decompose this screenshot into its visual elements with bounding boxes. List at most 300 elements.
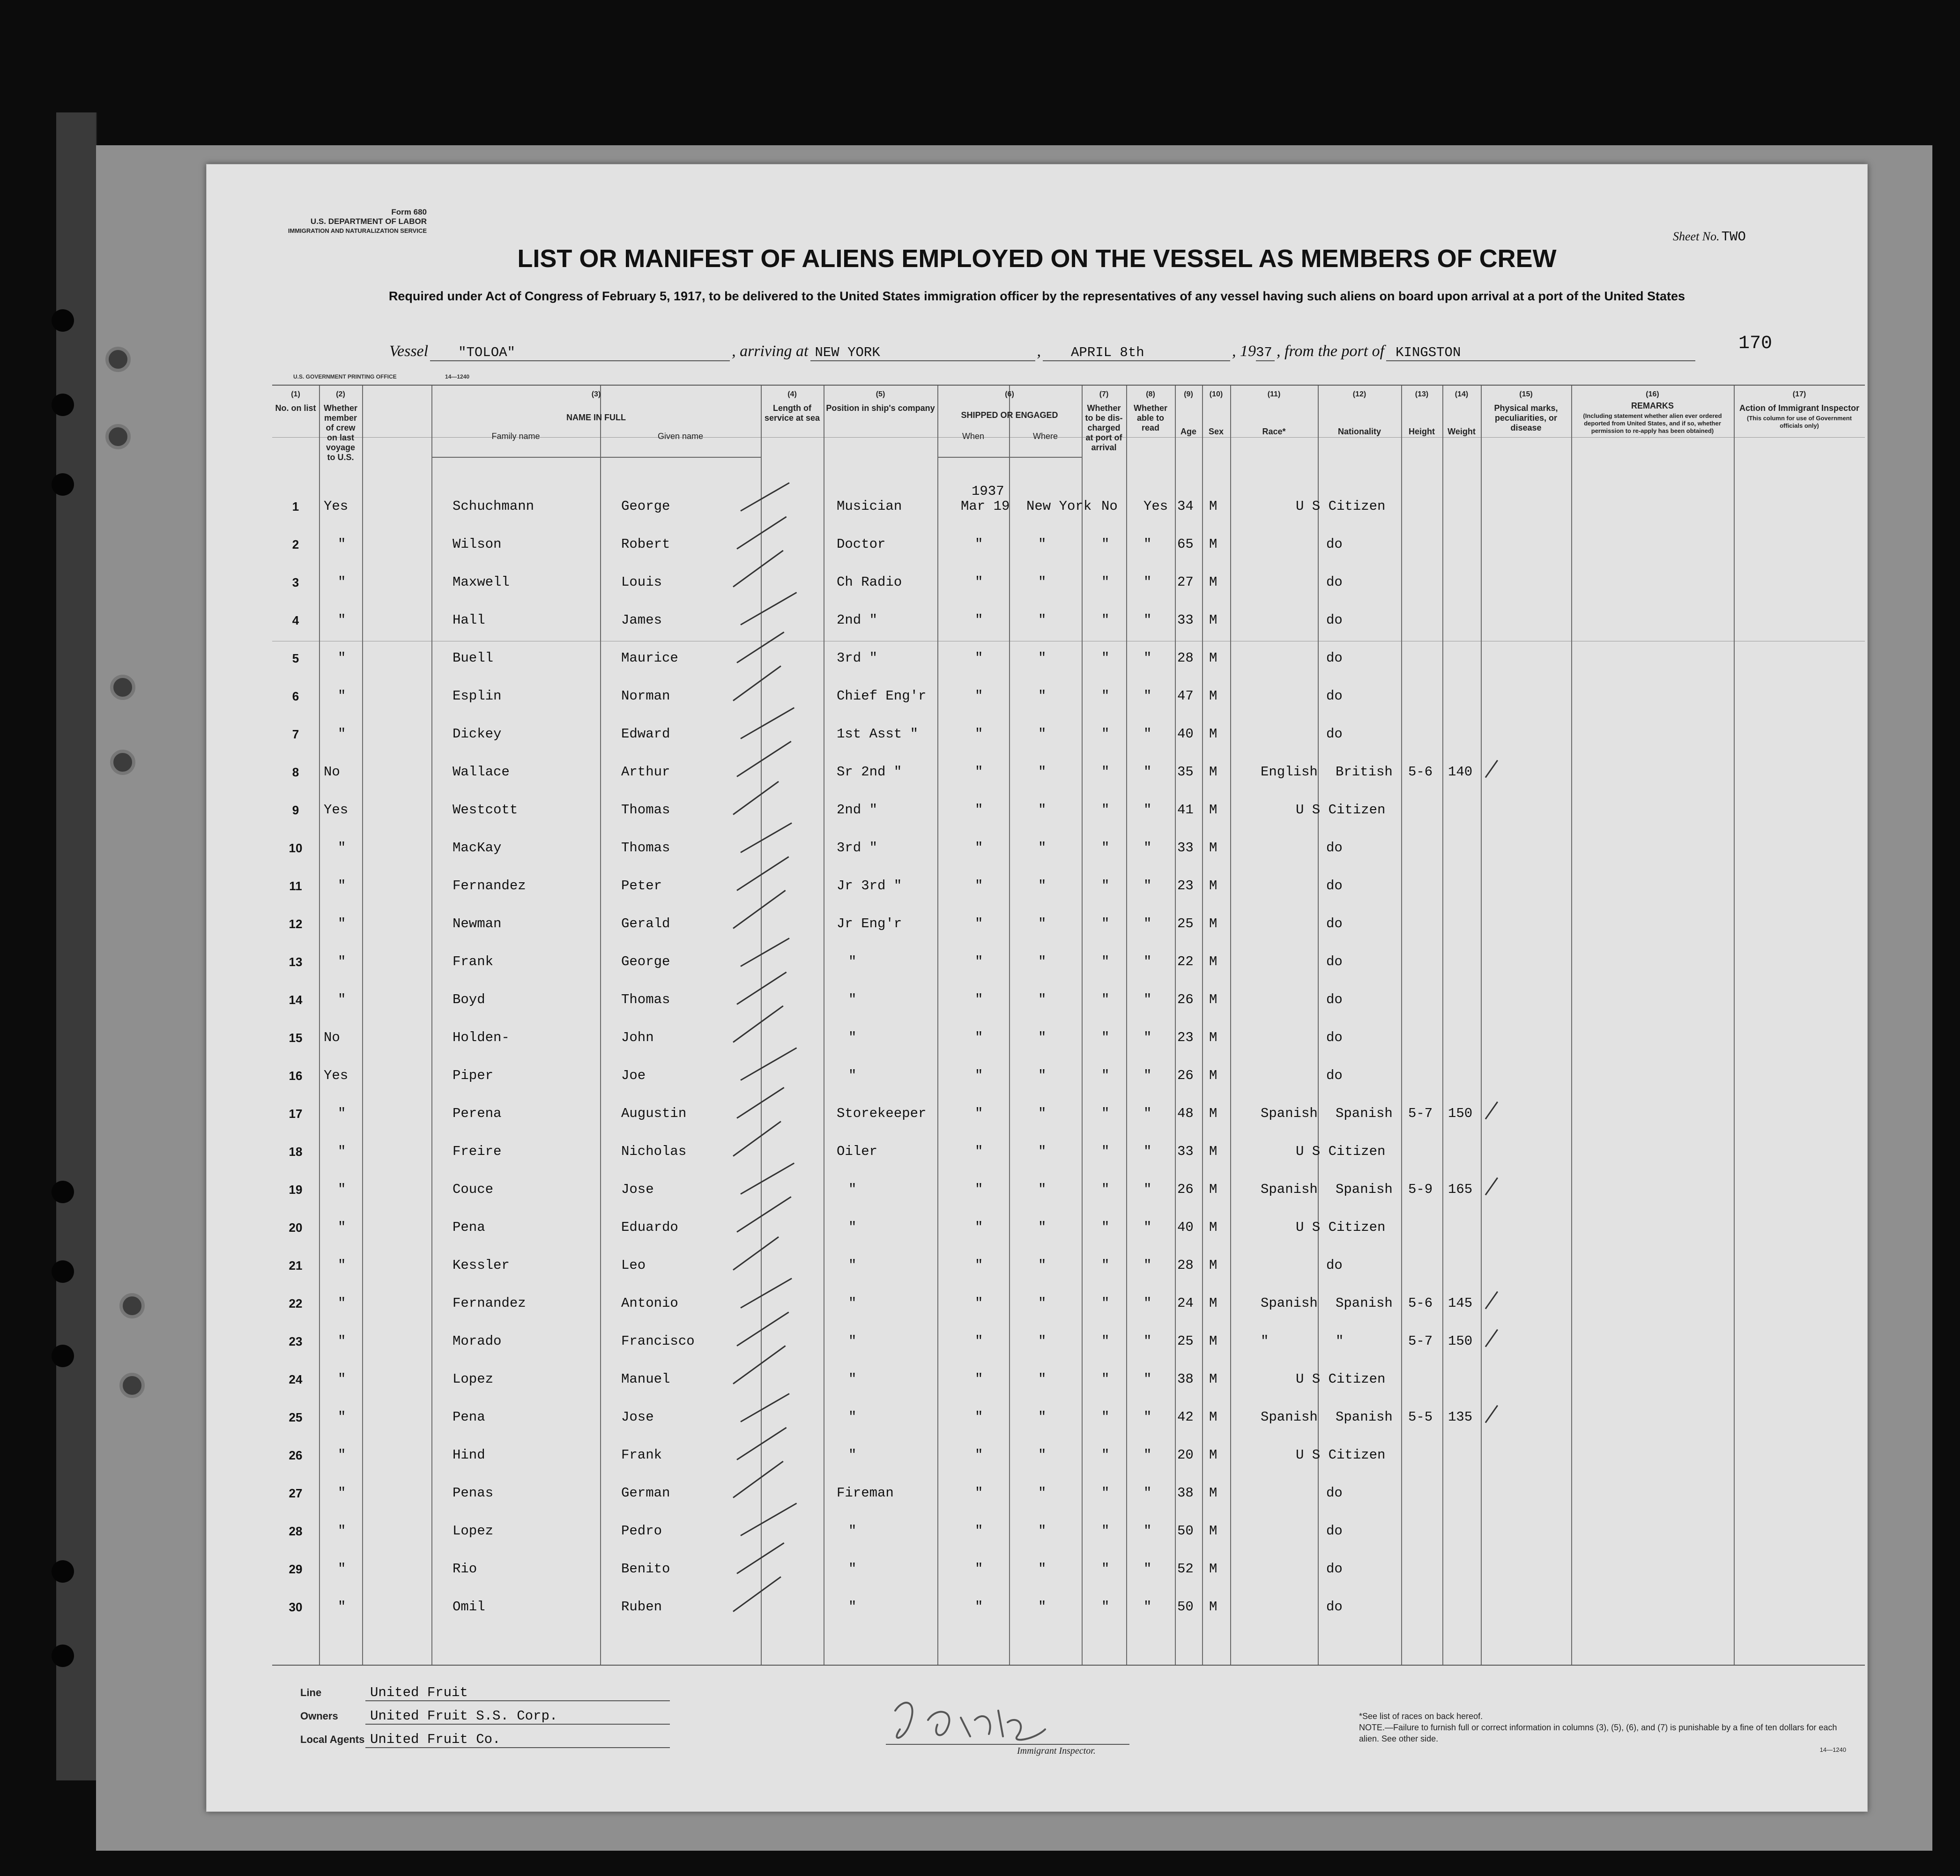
position: Oiler (837, 1144, 878, 1159)
nationality: do (1326, 1068, 1343, 1083)
able-to-read: " (1143, 688, 1152, 704)
sheet-label: Sheet No. (1673, 230, 1720, 243)
nationality: do (1326, 1561, 1343, 1577)
shipped-when: " (975, 764, 983, 780)
position: Chief Eng'r (837, 688, 927, 704)
shipped-where: " (1038, 1561, 1047, 1577)
row-number: 13 (289, 955, 303, 969)
printing-office-line (293, 373, 469, 380)
age: 42 (1177, 1409, 1194, 1425)
nationality: Spanish (1336, 1295, 1393, 1311)
shipped-when: " (975, 1295, 983, 1311)
shipped-where: New York (1026, 499, 1092, 514)
column-number-c10: (10) (1209, 390, 1223, 398)
shipped-when: " (975, 1447, 983, 1463)
column-number-c5: (5) (876, 390, 885, 398)
height: 5-6 (1408, 764, 1433, 780)
sex: M (1209, 1220, 1218, 1235)
table-row (207, 1370, 1867, 1389)
given-name: Antonio (621, 1295, 678, 1311)
able-to-read: " (1143, 1409, 1152, 1425)
arriving-label: , arriving at (732, 342, 809, 360)
row-number: 11 (289, 879, 302, 893)
discharge: " (1101, 916, 1110, 931)
prev-voyage: " (338, 1258, 346, 1273)
discharge: " (1101, 1485, 1110, 1501)
discharge: " (1101, 802, 1110, 818)
discharge: " (1101, 954, 1110, 969)
shipped-when: " (975, 612, 983, 628)
sex: M (1209, 992, 1218, 1007)
row-number: 5 (292, 651, 299, 665)
given-name: Francisco (621, 1333, 695, 1349)
discharge: " (1101, 1523, 1110, 1539)
given-name: Ruben (621, 1599, 662, 1615)
where-header: Where (1032, 432, 1058, 441)
shipped-when: " (975, 688, 983, 704)
prev-voyage: " (338, 1220, 346, 1235)
agents-label: Local Agents (300, 1734, 365, 1745)
height: 5-6 (1408, 1295, 1433, 1311)
nationality: do (1326, 574, 1343, 590)
column-number-c15: (15) (1519, 390, 1533, 398)
row-number: 29 (289, 1562, 303, 1576)
sex: M (1209, 612, 1218, 628)
discharge: " (1101, 992, 1110, 1007)
prev-voyage: " (338, 1523, 346, 1539)
able-to-read: " (1143, 1295, 1152, 1311)
row-number: 23 (289, 1334, 303, 1348)
prev-voyage: " (338, 1447, 346, 1463)
discharge: " (1101, 764, 1110, 780)
column-number-c4: (4) (787, 390, 797, 398)
shipped-where: " (1038, 612, 1047, 628)
shipped-when: " (975, 726, 983, 742)
age: 33 (1177, 840, 1194, 856)
table-row (207, 1408, 1867, 1427)
sex: M (1209, 1258, 1218, 1273)
binder-hole (52, 1181, 74, 1203)
row-number: 7 (292, 727, 299, 741)
age: 24 (1177, 1295, 1194, 1311)
column-number-c6: (6) (1005, 390, 1014, 398)
shipped-when: " (975, 1485, 983, 1501)
weight: 140 (1448, 764, 1473, 780)
row-number: 9 (292, 803, 299, 817)
column-label-c17: Action of Immigrant Inspector (1739, 403, 1860, 413)
column-number-c13: (13) (1415, 390, 1429, 398)
printing-office: U.S. GOVERNMENT PRINTING OFFICE (293, 373, 397, 380)
able-to-read: " (1143, 612, 1152, 628)
column-number-c9: (9) (1184, 390, 1193, 398)
printing-code: 14—1240 (445, 373, 470, 380)
shipped-where: " (1038, 1371, 1047, 1387)
sex: M (1209, 1523, 1218, 1539)
family-name: Dickey (453, 726, 502, 742)
shipped-header: SHIPPED OR ENGAGED (961, 410, 1058, 420)
prev-voyage: " (338, 536, 346, 552)
family-name: Morado (453, 1333, 502, 1349)
given-name: Leo (621, 1258, 646, 1273)
shipped-where: " (1038, 764, 1047, 780)
able-to-read: " (1143, 1220, 1152, 1235)
shipped-where: " (1038, 688, 1047, 704)
column-label-c12: Nationality (1337, 427, 1381, 436)
age: 26 (1177, 992, 1194, 1007)
arrival-date: APRIL 8th (1043, 345, 1230, 361)
position: Storekeeper (837, 1106, 927, 1121)
shipped-when: " (975, 802, 983, 818)
table-row (207, 763, 1867, 782)
table-row (207, 1332, 1867, 1351)
family-name: Buell (453, 650, 494, 666)
given-name: Thomas (621, 992, 670, 1007)
shipped-where: " (1038, 1333, 1047, 1349)
shipped-when: Mar 19 (961, 499, 1010, 514)
sex: M (1209, 650, 1218, 666)
table-row (207, 1028, 1867, 1047)
table-row (207, 1598, 1867, 1616)
race: Spanish (1261, 1182, 1318, 1197)
position: " (848, 992, 857, 1007)
able-to-read: " (1143, 802, 1152, 818)
position: Doctor (837, 536, 886, 552)
vessel-name: "TOLOA" (430, 345, 730, 361)
nationality: do (1326, 726, 1343, 742)
column-sublabel-c16: (Including statement whether alien ever ordered deported from United States, and if so, whether permission to re-apply has been obtained) (1583, 412, 1722, 434)
weight: 145 (1448, 1295, 1473, 1311)
nationality: " (1336, 1333, 1344, 1349)
prev-voyage: " (338, 1144, 346, 1159)
able-to-read: " (1143, 840, 1152, 856)
remarks-tick (1485, 1329, 1498, 1347)
given-name: Augustin (621, 1106, 687, 1121)
given-name: Jose (621, 1182, 654, 1197)
sheet-number: TWO (1721, 229, 1746, 245)
footer-line-field (300, 1685, 670, 1701)
prev-voyage: " (338, 954, 346, 969)
position: " (848, 1599, 857, 1615)
discharge: " (1101, 1106, 1110, 1121)
agents-value: United Fruit Co. (365, 1732, 670, 1748)
remarks-tick (1485, 1405, 1498, 1423)
family-name: Wilson (453, 536, 502, 552)
discharge: " (1101, 1295, 1110, 1311)
footer-agents-field (300, 1732, 670, 1748)
penalty-note: NOTE.—Failure to furnish full or correct information in columns (3), (5), (6), and (7) is punishable by a fine of ten dollars for each alien. See other side. (1359, 1723, 1837, 1743)
age: 26 (1177, 1068, 1194, 1083)
binder-ring (110, 750, 135, 775)
given-name: Jose (621, 1409, 654, 1425)
shipped-where: " (1038, 1599, 1047, 1615)
owners-value: United Fruit S.S. Corp. (365, 1708, 670, 1725)
column-label-c10: Sex (1208, 427, 1224, 436)
discharge: " (1101, 1561, 1110, 1577)
nationality: do (1326, 536, 1343, 552)
family-name: Kessler (453, 1258, 510, 1273)
discharge: " (1101, 1144, 1110, 1159)
table-row (207, 1560, 1867, 1578)
binder-hole (52, 394, 74, 416)
sex: M (1209, 1182, 1218, 1197)
sex: M (1209, 1371, 1218, 1387)
able-to-read: " (1143, 1068, 1152, 1083)
binder-hole (52, 1260, 74, 1283)
given-name: Maurice (621, 650, 678, 666)
binder-hole (52, 1645, 74, 1667)
table-row (207, 1066, 1867, 1085)
discharge: " (1101, 650, 1110, 666)
shipped-where: " (1038, 726, 1047, 742)
name-divider (431, 457, 761, 458)
column-number-c12: (12) (1352, 390, 1366, 398)
position: Sr 2nd " (837, 764, 902, 780)
table-row (207, 484, 1867, 516)
prev-voyage: " (338, 1409, 346, 1425)
nationality: do (1326, 1258, 1343, 1273)
prev-voyage: " (338, 612, 346, 628)
family-name: Newman (453, 916, 502, 931)
prev-voyage: " (338, 1371, 346, 1387)
age: 28 (1177, 1258, 1194, 1273)
family-name: Westcott (453, 802, 518, 818)
manifest-subtitle: Required under Act of Congress of February 5, 1917, to be delivered to the United States immigration officer by the representatives of any vessel having such aliens on board upon arrival at a port of the United States (388, 289, 1685, 303)
arrival-year: 37 (1256, 345, 1275, 361)
position: " (848, 1523, 857, 1539)
family-name: Esplin (453, 688, 502, 704)
age: 33 (1177, 612, 1194, 628)
race: Spanish (1261, 1295, 1318, 1311)
prev-voyage: " (338, 840, 346, 856)
row-number: 20 (289, 1221, 303, 1235)
weight: 165 (1448, 1182, 1473, 1197)
family-name-header: Family name (491, 432, 540, 441)
race: Spanish (1261, 1106, 1318, 1121)
sex: M (1209, 916, 1218, 931)
binder-hole (52, 1345, 74, 1367)
given-name: Eduardo (621, 1220, 678, 1235)
nationality: U S Citizen (1296, 1144, 1386, 1159)
table-row (207, 1256, 1867, 1275)
family-name: Rio (453, 1561, 477, 1577)
family-name: MacKay (453, 840, 502, 856)
discharge: " (1101, 1599, 1110, 1615)
footer-print-code: 14—1240 (1819, 1746, 1846, 1753)
nationality: U S Citizen (1296, 1371, 1386, 1387)
shipped-when: " (975, 1030, 983, 1045)
discharge: " (1101, 1447, 1110, 1463)
age: 33 (1177, 1144, 1194, 1159)
able-to-read: " (1143, 1182, 1152, 1197)
given-name: Pedro (621, 1523, 662, 1539)
column-label-c14: Weight (1448, 427, 1476, 436)
sex: M (1209, 688, 1218, 704)
table-row (207, 801, 1867, 819)
shipped-where: " (1038, 1106, 1047, 1121)
able-to-read: " (1143, 878, 1152, 893)
discharge: " (1101, 1068, 1110, 1083)
given-name: German (621, 1485, 670, 1501)
prev-voyage: Yes (324, 1068, 349, 1083)
prev-voyage: " (338, 992, 346, 1007)
family-name: Penas (453, 1485, 494, 1501)
prev-voyage: " (338, 878, 346, 893)
table-row (207, 611, 1867, 630)
arrival-port: NEW YORK (810, 345, 1035, 361)
able-to-read: " (1143, 1485, 1152, 1501)
position: 2nd " (837, 612, 878, 628)
column-number-c11: (11) (1267, 390, 1281, 398)
nationality: do (1326, 1030, 1343, 1045)
nationality: do (1326, 612, 1343, 628)
able-to-read: " (1143, 1523, 1152, 1539)
shipped-when: " (975, 1220, 983, 1235)
shipped-when: " (975, 1258, 983, 1273)
nationality: do (1326, 878, 1343, 893)
discharge: " (1101, 1371, 1110, 1387)
nationality: U S Citizen (1296, 499, 1386, 514)
family-name: Holden- (453, 1030, 510, 1045)
nationality: do (1326, 1485, 1343, 1501)
able-to-read: " (1143, 764, 1152, 780)
shipped-when: " (975, 1599, 983, 1615)
given-name: Frank (621, 1447, 662, 1463)
position: " (848, 1068, 857, 1083)
line-label: Line (300, 1687, 322, 1698)
age: 20 (1177, 1447, 1194, 1463)
manifest-sheet (206, 164, 1868, 1812)
column-number-c16: (16) (1646, 390, 1659, 398)
discharge: " (1101, 1258, 1110, 1273)
able-to-read: " (1143, 916, 1152, 931)
position: " (848, 954, 857, 969)
nationality: do (1326, 992, 1343, 1007)
shipped-where: " (1038, 1447, 1047, 1463)
table-row (207, 839, 1867, 857)
age: 40 (1177, 726, 1194, 742)
age: 35 (1177, 764, 1194, 780)
row-number: 1 (292, 499, 299, 514)
position: " (848, 1409, 857, 1425)
prev-voyage: " (338, 574, 346, 590)
family-name: Perena (453, 1106, 502, 1121)
column-label-c11: Race* (1262, 427, 1286, 436)
discharge: " (1101, 574, 1110, 590)
table-row (207, 687, 1867, 706)
height: 5-5 (1408, 1409, 1433, 1425)
position: 3rd " (837, 840, 878, 856)
able-to-read: " (1143, 574, 1152, 590)
prev-voyage: " (338, 726, 346, 742)
line-value: United Fruit (365, 1685, 670, 1701)
shipped-when: " (975, 878, 983, 893)
sex: M (1209, 1333, 1218, 1349)
position: Ch Radio (837, 574, 902, 590)
given-name: Thomas (621, 840, 670, 856)
binder-ring (105, 424, 131, 449)
table-row (207, 1104, 1867, 1123)
remarks-tick (1485, 1177, 1498, 1196)
shipped-when: " (975, 1106, 983, 1121)
age: 41 (1177, 802, 1194, 818)
table-row (207, 1218, 1867, 1237)
given-name: Arthur (621, 764, 670, 780)
prev-voyage: No (324, 764, 340, 780)
table-row (207, 649, 1867, 668)
age: 38 (1177, 1485, 1194, 1501)
row-number: 8 (292, 765, 299, 779)
vessel-line: Vessel "TOLOA" , arriving at NEW YORK , APRIL 8th , 1937 , from the port of KINGSTON (389, 342, 1695, 364)
nationality: do (1326, 954, 1343, 969)
family-name: Schuchmann (453, 499, 535, 514)
given-name: George (621, 499, 670, 514)
given-name: Nicholas (621, 1144, 687, 1159)
inspector-label: Immigrant Inspector. (1017, 1746, 1096, 1756)
position: " (848, 1295, 857, 1311)
row-number: 21 (289, 1258, 303, 1273)
sex: M (1209, 1447, 1218, 1463)
table-row (207, 1522, 1867, 1541)
able-to-read: " (1143, 992, 1152, 1007)
binder-ring (119, 1373, 145, 1398)
table-row (207, 953, 1867, 971)
department-name: U.S. DEPARTMENT OF LABOR (310, 217, 427, 226)
shipped-when: " (975, 1333, 983, 1349)
shipped-where: " (1038, 1295, 1047, 1311)
discharge: " (1101, 878, 1110, 893)
family-name: Piper (453, 1068, 494, 1083)
discharge: " (1101, 1182, 1110, 1197)
position: " (848, 1561, 857, 1577)
discharge: " (1101, 1030, 1110, 1045)
family-name: Frank (453, 954, 494, 969)
table-row (207, 573, 1867, 592)
shipped-when: " (975, 992, 983, 1007)
age: 26 (1177, 1182, 1194, 1197)
given-name: Norman (621, 688, 670, 704)
name-in-full-header: NAME IN FULL (566, 413, 626, 422)
sex: M (1209, 1485, 1218, 1501)
position: Fireman (837, 1485, 894, 1501)
age: 38 (1177, 1371, 1194, 1387)
row-number: 22 (289, 1296, 303, 1310)
position: Jr 3rd " (837, 878, 902, 893)
family-name: Hind (453, 1447, 485, 1463)
nationality: Spanish (1336, 1409, 1393, 1425)
sex: M (1209, 726, 1218, 742)
given-name: Robert (621, 536, 670, 552)
vessel-label: Vessel (389, 342, 429, 360)
race: Spanish (1261, 1409, 1318, 1425)
service-name: IMMIGRATION AND NATURALIZATION SERVICE (288, 227, 427, 234)
table-row (207, 915, 1867, 933)
family-name: Lopez (453, 1371, 494, 1387)
shipped-where: " (1038, 536, 1047, 552)
position: " (848, 1371, 857, 1387)
row-number: 26 (289, 1448, 303, 1462)
able-to-read: " (1143, 726, 1152, 742)
shipped-when: " (975, 1182, 983, 1197)
discharge: " (1101, 1220, 1110, 1235)
age: 23 (1177, 1030, 1194, 1045)
prev-voyage: " (338, 916, 346, 931)
row-number: 4 (292, 613, 299, 627)
able-to-read: " (1143, 1447, 1152, 1463)
race: English (1261, 764, 1318, 780)
remarks-tick (1485, 1291, 1498, 1310)
family-name: Boyd (453, 992, 485, 1007)
given-name: John (621, 1030, 654, 1045)
